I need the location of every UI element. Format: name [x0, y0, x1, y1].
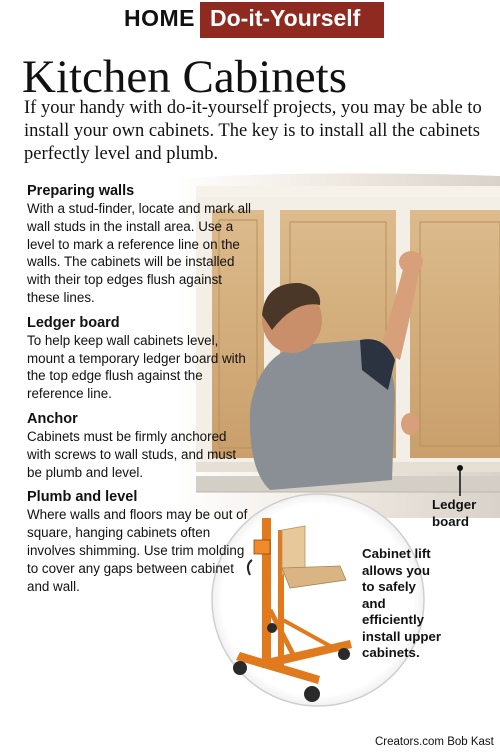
section-plumb-and-level	[27, 488, 252, 595]
cabinet-lift-caption: Cabinet lift allows you to safely and efficiently install upper cabinets.	[362, 546, 442, 660]
section-body: Where walls and floors may be out of square, hanging cabinets often involves shimming. Use trim molding to cover any gaps between cabinet and wall.	[27, 507, 248, 594]
section-heading: Ledger board	[27, 314, 120, 331]
header	[0, 0, 500, 40]
ledger-board-callout: Ledger board	[432, 497, 477, 529]
photo-credit: Creators.com Bob Kast	[375, 736, 494, 748]
article-title: Kitchen Cabinets	[22, 51, 348, 103]
section-ledger-board	[27, 314, 252, 403]
section-body: Cabinets must be firmly anchored with screws to wall studs, and must be plumb and level.	[27, 428, 237, 480]
category-label: HOME	[124, 5, 195, 31]
article-sections	[27, 182, 252, 602]
section-body: With a stud-finder, locate and mark all wall studs in the install area. Use a level to mark a reference line on the walls. The cabinets will be installed with their top edges flush against these lines.	[27, 201, 252, 305]
section-label: Do-it-Yourself	[210, 5, 361, 31]
section-anchor	[27, 410, 252, 481]
section-heading: Anchor	[27, 410, 78, 427]
section-heading: Preparing walls	[27, 183, 135, 199]
section-preparing-walls	[27, 182, 252, 307]
section-body: To help keep wall cabinets level, mount a temporary ledger board with the top edge flush against the reference line.	[27, 332, 246, 402]
section-heading: Plumb and level	[27, 489, 138, 506]
article-intro: If your handy with do-it-yourself projects, you may be able to install your own cabinets. The key is to install all the cabinets perfectly level and plumb.	[24, 98, 482, 164]
